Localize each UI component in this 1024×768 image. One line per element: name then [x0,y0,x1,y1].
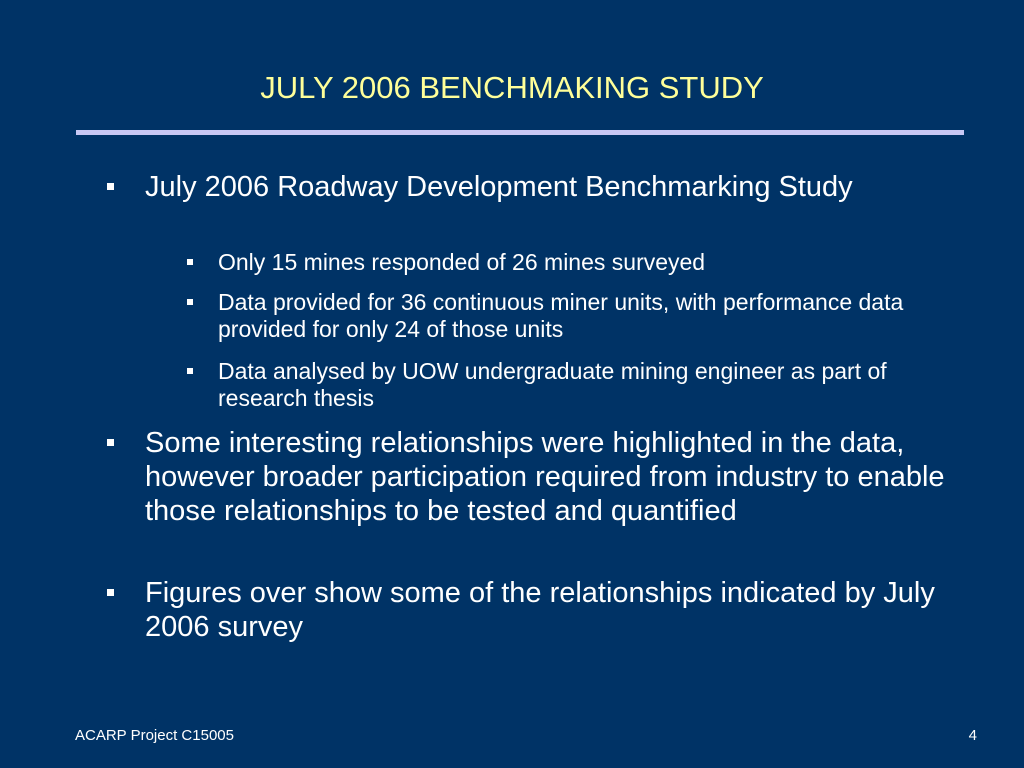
square-bullet-icon [107,183,114,190]
bullet-text: Some interesting relationships were highlighted in the data, however broader participation required from industry to enable those relationships to be tested and quantified [145,427,945,527]
sub-bullet-item [218,249,938,276]
sub-bullet-text: Only 15 mines responded of 26 mines surveyed [218,249,706,275]
bullet-text: July 2006 Roadway Development Benchmarking Study [145,171,853,203]
bullet-item [145,576,960,644]
square-bullet-icon [187,259,193,265]
title-divider [76,130,964,135]
footer-project-label: ACARP Project C15005 [75,727,234,744]
page-number: 4 [968,727,977,744]
sub-bullet-text: Data analysed by UOW undergraduate mining engineer as part of research thesis [218,358,887,411]
square-bullet-icon [107,589,114,596]
sub-bullet-item [218,289,938,343]
slide-title: JULY 2006 BENCHMAKING STUDY [260,70,764,105]
square-bullet-icon [187,299,193,305]
bullet-text: Figures over show some of the relationships indicated by July 2006 survey [145,577,935,643]
sub-bullet-item [218,358,938,412]
sub-bullet-text: Data provided for 36 continuous miner units, with performance data provided for only 24 of those units [218,289,904,342]
bullet-item [145,426,960,528]
bullet-item [145,170,960,204]
square-bullet-icon [107,439,114,446]
square-bullet-icon [187,368,193,374]
